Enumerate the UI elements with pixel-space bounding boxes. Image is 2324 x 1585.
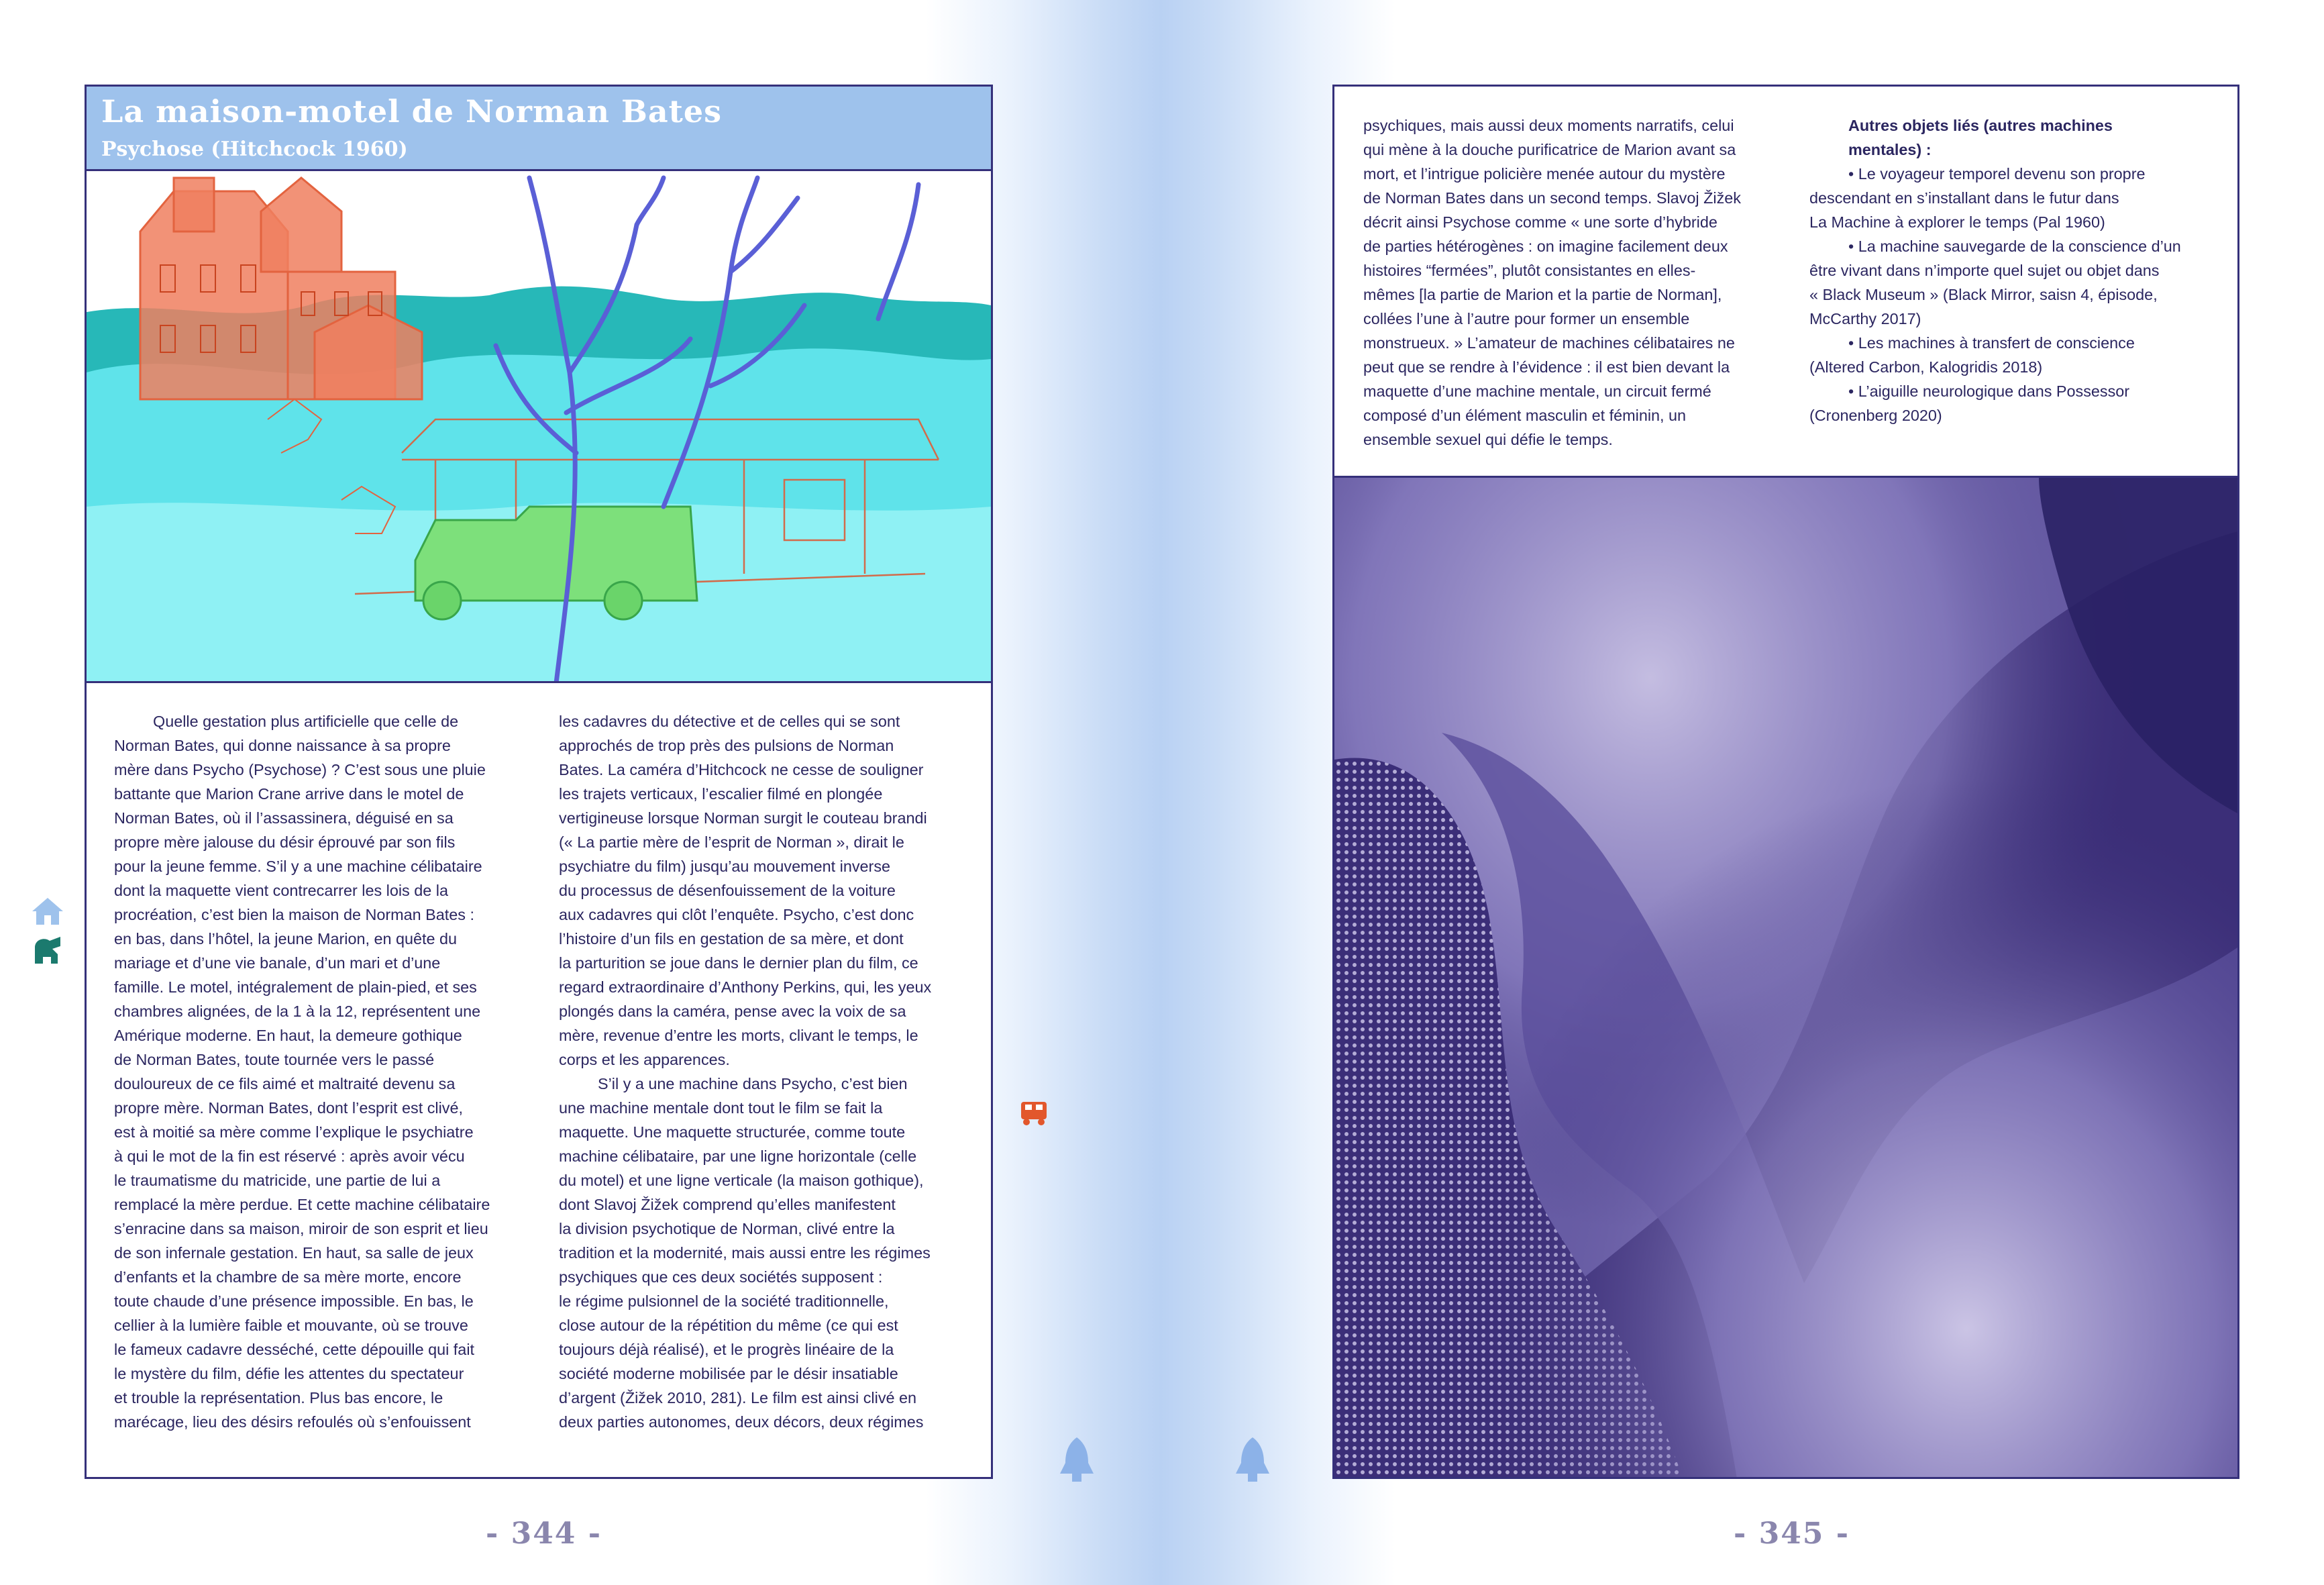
text-line: histoires “fermées”, plutôt consistantes en elles- bbox=[1363, 262, 1696, 279]
text-line: la parturition se joue dans le dernier plan du film, ce bbox=[559, 954, 918, 972]
text-line: Bates. La caméra d’Hitchcock ne cesse de souligner bbox=[559, 761, 924, 778]
text-line: propre mère jalouse du désir éprouvé par son fils bbox=[114, 833, 456, 851]
text-line: le traumatisme du matricide, une partie de lui a bbox=[114, 1172, 441, 1189]
text-line: toute chaude d’une présence impossible. En bas, le bbox=[114, 1292, 474, 1310]
text-line: marécage, lieu des désirs refoulés où s’enfouissent bbox=[114, 1413, 471, 1431]
text-line: La Machine à explorer le temps (Pal 1960) bbox=[1809, 213, 2105, 231]
motel-illustration bbox=[87, 171, 991, 683]
page-title: La maison-motel de Norman Bates bbox=[101, 93, 723, 130]
text-line: peut que se rendre à l’évidence : il est bien devant la bbox=[1363, 358, 1730, 376]
text-line: l’histoire d’un fils en gestation de sa mère, et dont bbox=[559, 930, 904, 948]
text-line: (Altered Carbon, Kalogridis 2018) bbox=[1809, 358, 2043, 376]
text-line: composé d’un élément masculin et féminin, un bbox=[1363, 407, 1687, 424]
text-line: de parties hétérogènes : on imagine facilement deux bbox=[1363, 238, 1728, 255]
illustration-svg bbox=[87, 171, 991, 683]
text-line: d’argent (Žižek 2010, 281). Le film est ainsi clivé en bbox=[559, 1389, 917, 1407]
text-line: McCarthy 2017) bbox=[1809, 310, 1921, 327]
text-line: dont la maquette vient contrecarrer les lois de la bbox=[114, 882, 448, 899]
text-line: propre mère. Norman Bates, dont l’esprit est clivé, bbox=[114, 1099, 464, 1117]
text-line: remplacé la mère perdue. Et cette machine célibataire bbox=[114, 1196, 490, 1213]
text-line: mère, revenue d’entre les morts, clivant le temps, le bbox=[559, 1027, 918, 1044]
house-icon bbox=[31, 897, 64, 926]
text-line: vertigineuse lorsque Norman surgit le couteau brandi bbox=[559, 809, 927, 827]
text-line: cellier à la lumière faible et mouvante, où se trouve bbox=[114, 1317, 468, 1334]
title-band bbox=[87, 87, 991, 171]
text-line: S’il y a une machine dans Psycho, c’est bien bbox=[598, 1075, 908, 1092]
text-line: être vivant dans n’importe quel sujet ou objet dans bbox=[1809, 262, 2160, 279]
train-icon bbox=[1018, 1098, 1049, 1127]
text-line: est à moitié sa mère comme l’explique le psychiatre bbox=[114, 1123, 474, 1141]
text-line: mêmes [la partie de Marion et la partie de Norman], bbox=[1363, 286, 1722, 303]
text-line: toujours déjà réalisé), et le progrès linéaire de la bbox=[559, 1341, 894, 1358]
text-line: mariage et d’une vie banale, d’un mari et d’une bbox=[114, 954, 441, 972]
text-line: monstrueux. » L’amateur de machines célibataires ne bbox=[1363, 334, 1735, 352]
page-number-right: - 345 - bbox=[1734, 1517, 1850, 1551]
left-column-2 bbox=[559, 709, 931, 1434]
text-line: • Les machines à transfert de conscience bbox=[1848, 334, 2135, 352]
text-line: corps et les apparences. bbox=[559, 1051, 730, 1068]
text-line: Amérique moderne. En haut, la demeure gothique bbox=[114, 1027, 462, 1044]
right-page-panel bbox=[1332, 85, 2239, 1479]
right-column-1 bbox=[1363, 113, 1741, 452]
text-line: du motel) et une ligne verticale (la maison gothique), bbox=[559, 1172, 924, 1189]
text-line: • La machine sauvegarde de la conscience d’un bbox=[1848, 238, 2181, 255]
bell-icon bbox=[1234, 1436, 1271, 1483]
text-line: en bas, dans l’hôtel, la jeune Marion, en quête du bbox=[114, 930, 458, 948]
text-line: le régime pulsionnel de la société traditionnelle, bbox=[559, 1292, 889, 1310]
text-line: mère dans Psycho (Psychose) ? C’est sous une pluie bbox=[114, 761, 486, 778]
text-line: battante que Marion Crane arrive dans le motel de bbox=[114, 785, 464, 803]
text-line: « Black Museum » (Black Mirror, saisn 4, épisode, bbox=[1809, 286, 2158, 303]
text-line: du processus de désenfouissement de la voiture bbox=[559, 882, 896, 899]
text-line: le fameux cadavre desséché, cette dépouille qui fait bbox=[114, 1341, 475, 1358]
text-line: le mystère du film, défie les attentes du spectateur bbox=[114, 1365, 464, 1382]
text-line: maquette. Une maquette structurée, comme toute bbox=[559, 1123, 906, 1141]
text-line: (Cronenberg 2020) bbox=[1809, 407, 1942, 424]
text-line: qui mène à la douche purificatrice de Marion avant sa bbox=[1363, 141, 1736, 158]
text-line: d’enfants et la chambre de sa mère morte, encore bbox=[114, 1268, 462, 1286]
text-line: psychiatre du film) jusqu’au mouvement inverse bbox=[559, 858, 891, 875]
text-line: décrit ainsi Psychose comme « une sorte d’hybride bbox=[1363, 213, 1718, 231]
text-line: • L’aiguille neurologique dans Possessor bbox=[1848, 382, 2130, 400]
text-line: société moderne mobilisée par le désir insatiable bbox=[559, 1365, 898, 1382]
text-line: aux cadavres qui clôt l’enquête. Psycho, c’est donc bbox=[559, 906, 914, 923]
text-line: la division psychotique de Norman, clivé entre la bbox=[559, 1220, 895, 1237]
text-line: les trajets verticaux, l’escalier filmé en plongée bbox=[559, 785, 883, 803]
text-line: ensemble sexuel qui défie le temps. bbox=[1363, 431, 1613, 448]
text-line: (« La partie mère de l’esprit de Norman », dirait le bbox=[559, 833, 904, 851]
text-line: tradition et la modernité, mais aussi entre les régimes bbox=[559, 1244, 931, 1262]
left-page-panel bbox=[85, 85, 993, 1479]
text-line: à qui le mot de la fin est réservé : après avoir vécu bbox=[114, 1147, 465, 1165]
text-line: une machine mentale dont tout le film se fait la bbox=[559, 1099, 883, 1117]
text-line: psychiques que ces deux sociétés supposent : bbox=[559, 1268, 883, 1286]
text-line: mentales) : bbox=[1848, 141, 1932, 158]
text-line: s’enracine dans sa maison, miroir de son esprit et lieu bbox=[114, 1220, 488, 1237]
text-line: famille. Le motel, intégralement de plain-pied, et ses bbox=[114, 978, 477, 996]
text-line: Quelle gestation plus artificielle que celle de bbox=[153, 713, 459, 730]
gutter-background bbox=[926, 0, 1395, 1585]
abstract-artwork bbox=[1334, 476, 2237, 1477]
text-line: dont Slavoj Žižek comprend qu’elles manifestent bbox=[559, 1196, 896, 1213]
text-line: maquette d’une machine mentale, un circuit fermé bbox=[1363, 382, 1711, 400]
text-line: regard extraordinaire d’Anthony Perkins, qui, les yeux bbox=[559, 978, 932, 996]
tree-figure-icon bbox=[31, 934, 64, 966]
text-line: deux parties autonomes, deux décors, deux régimes bbox=[559, 1413, 924, 1431]
text-line: de Norman Bates dans un second temps. Slavoj Žižek bbox=[1363, 189, 1741, 207]
text-line: Norman Bates, où il l’assassinera, déguisé en sa bbox=[114, 809, 454, 827]
text-line: machine célibataire, par une ligne horizontale (celle bbox=[559, 1147, 917, 1165]
page-number-left: - 344 - bbox=[486, 1517, 602, 1551]
text-line: et trouble la représentation. Plus bas encore, le bbox=[114, 1389, 443, 1407]
text-line: psychiques, mais aussi deux moments narratifs, celui bbox=[1363, 117, 1734, 134]
text-line: approchés de trop près des pulsions de Norman bbox=[559, 737, 894, 754]
text-line: Autres objets liés (autres machines bbox=[1848, 117, 2113, 134]
text-line: • Le voyageur temporel devenu son propre bbox=[1848, 165, 2146, 183]
text-line: pour la jeune femme. S’il y a une machine célibataire bbox=[114, 858, 482, 875]
text-line: chambres alignées, de la 1 à la 12, représentent une bbox=[114, 1003, 481, 1020]
text-line: plongés dans la caméra, pense avec la voix de sa bbox=[559, 1003, 906, 1020]
text-line: les cadavres du détective et de celles qui se sont bbox=[559, 713, 900, 730]
left-column-1 bbox=[114, 709, 490, 1434]
artwork-svg bbox=[1334, 478, 2237, 1477]
text-line: close autour de la répétition du même (ce qui est bbox=[559, 1317, 898, 1334]
page-subtitle: Psychose (Hitchcock 1960) bbox=[101, 138, 408, 161]
text-line: douloureux de ce fils aimé et maltraité devenu sa bbox=[114, 1075, 456, 1092]
text-line: de Norman Bates, toute tournée vers le passé bbox=[114, 1051, 435, 1068]
text-line: collées l’une à l’autre pour former un ensemble bbox=[1363, 310, 1690, 327]
text-line: descendant en s’installant dans le futur dans bbox=[1809, 189, 2119, 207]
right-column-2 bbox=[1809, 113, 2181, 427]
text-line: Norman Bates, qui donne naissance à sa propre bbox=[114, 737, 451, 754]
bell-icon bbox=[1059, 1436, 1095, 1483]
text-line: procréation, c’est bien la maison de Norman Bates : bbox=[114, 906, 474, 923]
text-line: mort, et l’intrigue policière menée autour du mystère bbox=[1363, 165, 1726, 183]
text-line: de son infernale gestation. En haut, sa salle de jeux bbox=[114, 1244, 474, 1262]
